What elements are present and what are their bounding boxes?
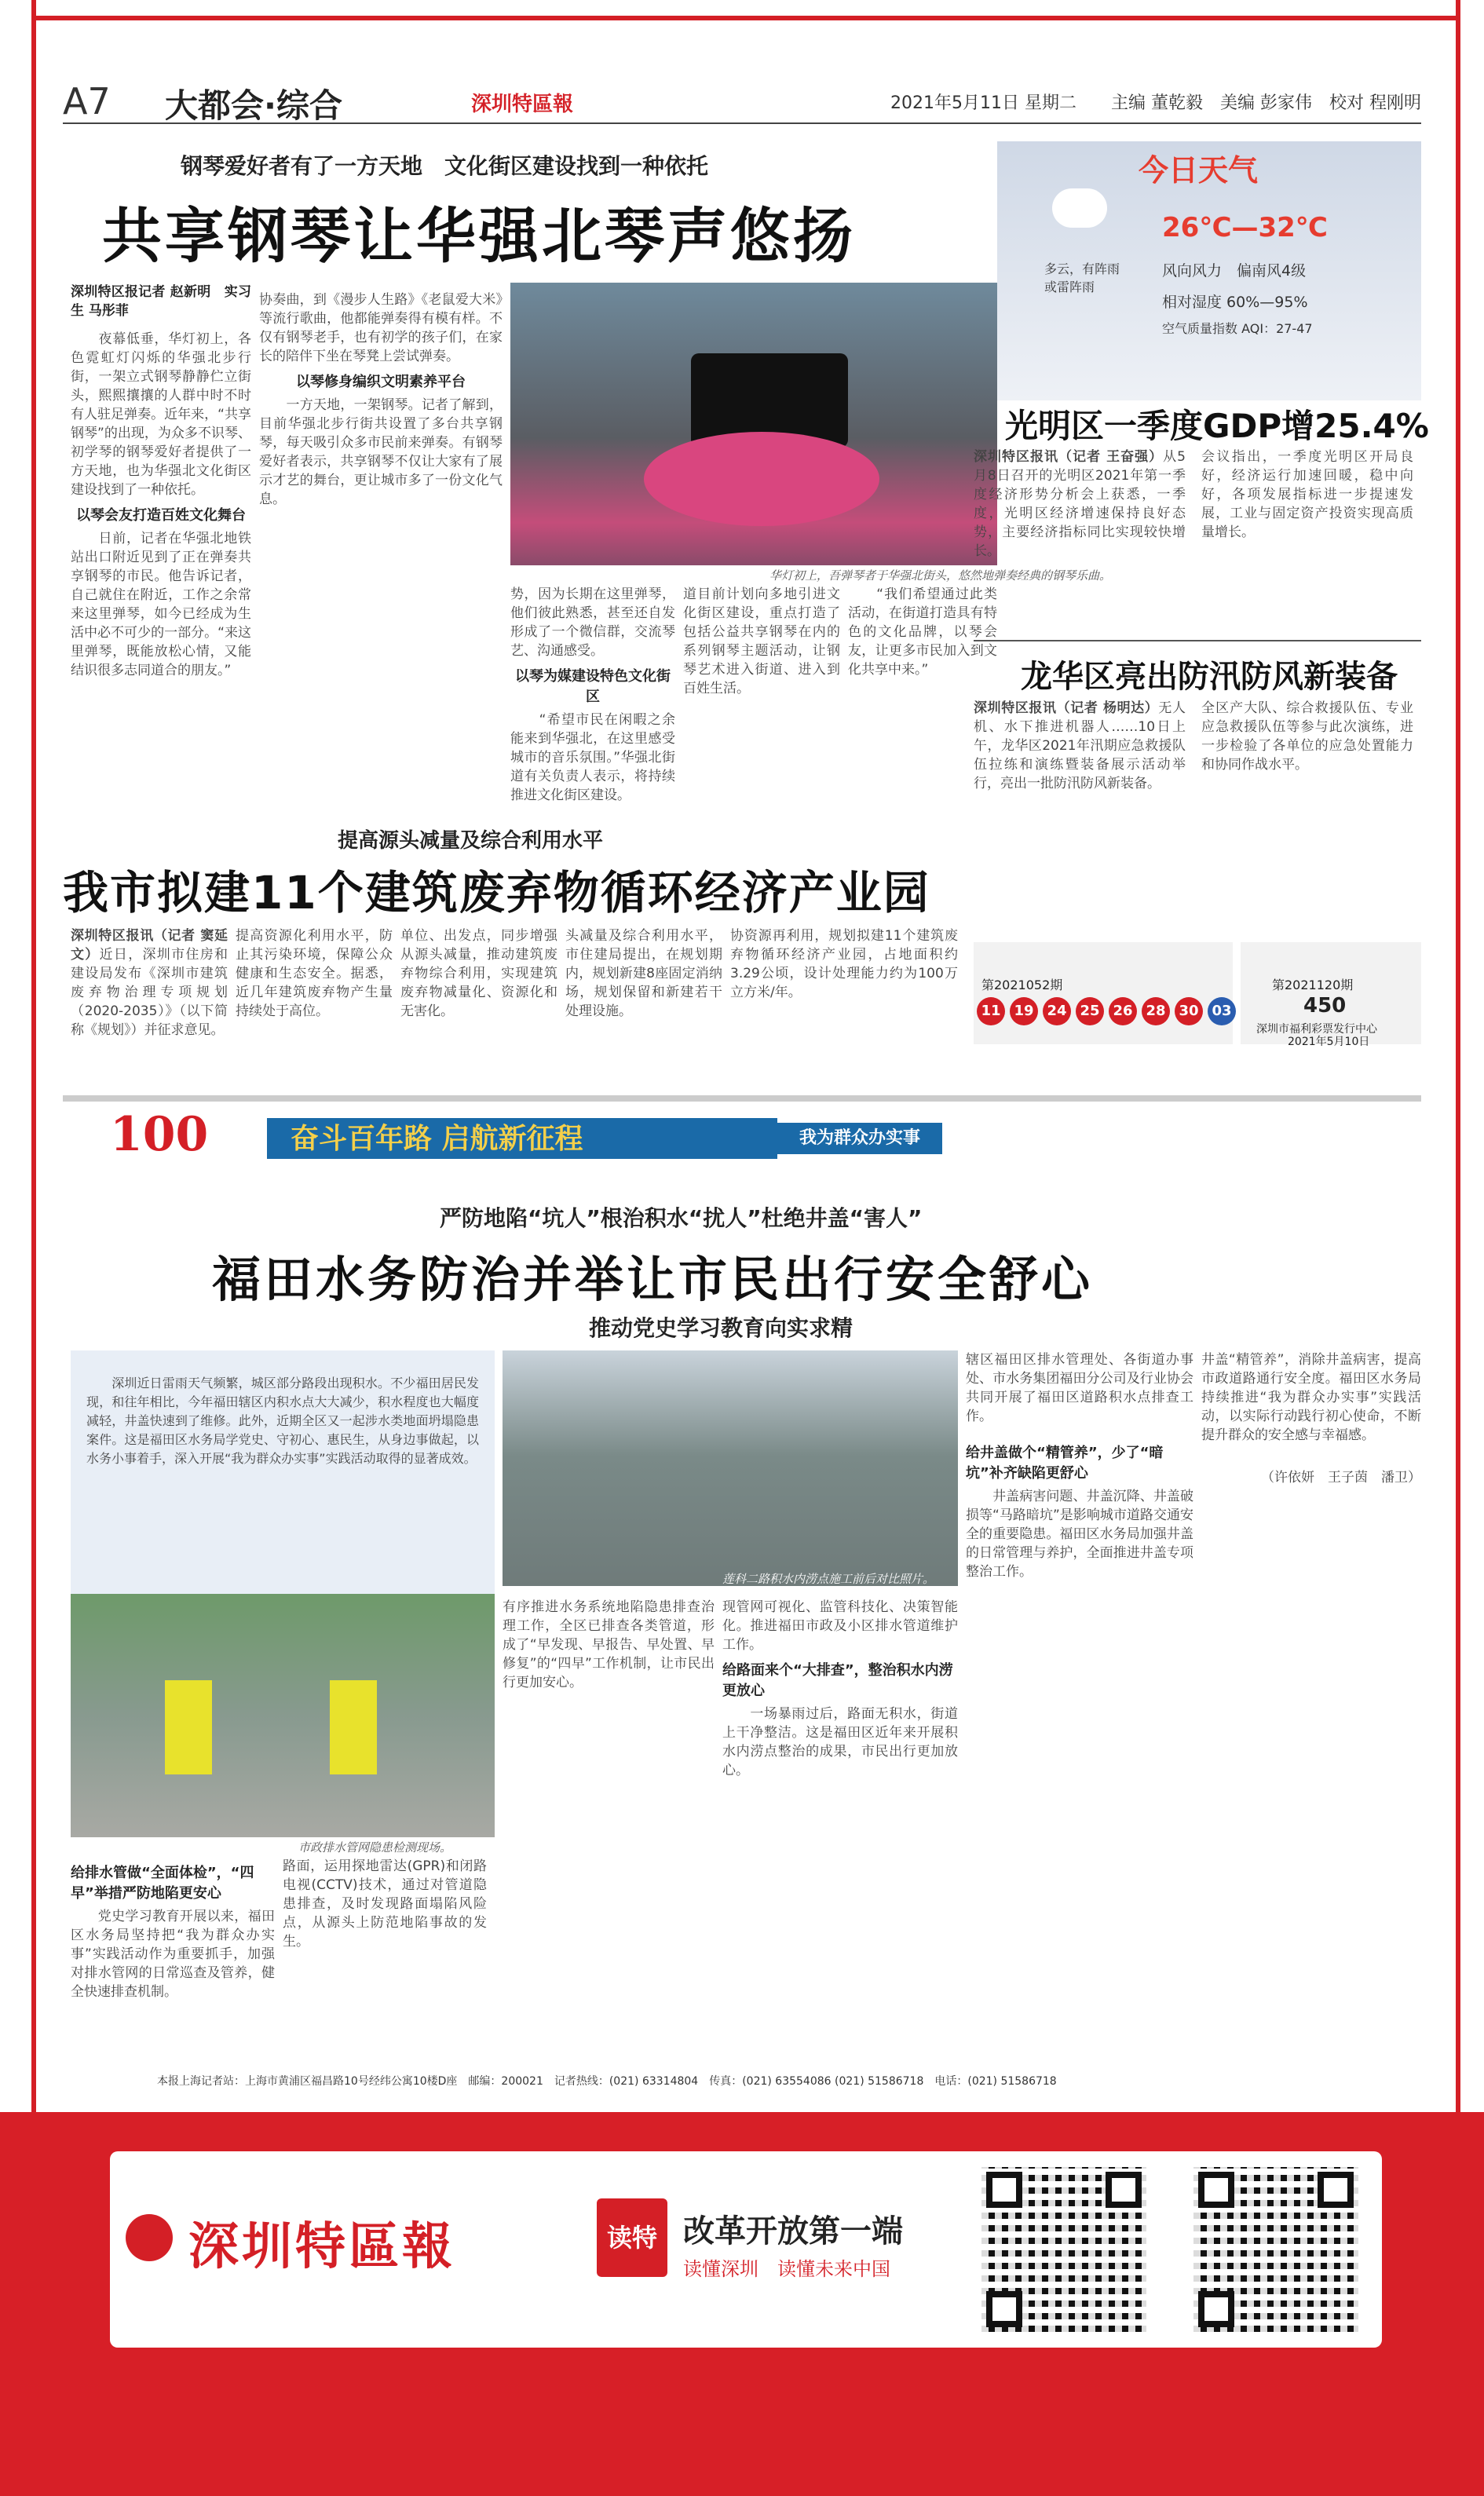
- section-title: 大都会·综合: [165, 86, 342, 125]
- kb-issue: 第2021120期: [1272, 978, 1354, 992]
- fc-ball: 30: [1175, 997, 1203, 1025]
- inspection-caption: 市政排水管网隐患检测现场。: [298, 1840, 452, 1855]
- kb-org: 深圳市福利彩票发行中心: [1256, 1023, 1377, 1036]
- qr-code-icon[interactable]: [1193, 2167, 1358, 2332]
- piano-caption: 华灯初上，吾弹琴者于华强北街头，悠然地弹奏经典的钢琴乐曲。: [769, 568, 1112, 583]
- qr-eye: [1198, 2291, 1234, 2327]
- kb-date: 2021年5月10日: [1288, 1036, 1370, 1048]
- waterlogging-photo: [503, 1350, 958, 1586]
- story2-byline: 深圳特区报讯（记者 王奋强）: [974, 449, 1164, 465]
- story1-headline: 共享钢琴让华强北琴声悠扬: [102, 201, 856, 271]
- story4-headline: 我市拟建11个建筑废弃物循环经济产业园: [63, 866, 930, 919]
- story5-headline: 福田水务防治并举让市民出行安全舒心: [212, 1251, 1094, 1308]
- fc-ball: 24: [1043, 997, 1071, 1025]
- fc-balls: [977, 997, 1241, 1025]
- pink-stage: [644, 432, 879, 526]
- centenary-banner: [110, 1107, 981, 1170]
- centenary-badge: 100: [110, 1107, 209, 1162]
- story5-subhead-2: 给路面来个“大排查”，整治积水内涝更放心: [722, 1662, 953, 1699]
- worker-vest: [330, 1680, 377, 1774]
- story5-col4: 现管网可视化、监管科技化、决策智能化。推进福田市政及小区排水管道维护工作。 给路面来个“大排查”，整治积水内涝更放心 一场暴雨过后，路面无积水，街道上干净整洁。这是福田区近年来开展积水内涝点整治的成果，市民出行更加放心。: [722, 1599, 958, 1778]
- brand-logo: 深圳特區報: [471, 93, 574, 116]
- story5-author: （许依妍 王子茵 潘卫）: [1261, 1470, 1421, 1486]
- page-header: [63, 75, 1421, 124]
- cloud-rain-icon: [1052, 188, 1107, 228]
- story5-col2: 路面，运用探地雷达(GPR)和闭路电视(CCTV)技术，通过对管道隐患排查，及时发现路面塌陷风险点，从源头上防范地陷事故的发生。: [283, 1858, 487, 1950]
- story1-col5: “我们希望通过此类活动，在街道打造具有特色的文化品牌，以琴会友，让更多市民加入到文化共享中来。”: [848, 587, 997, 678]
- story5-intro-text: 深圳近日雷雨天气频繁，城区部分路段出现积水。不少福田居民发现，和往年相比，今年福田辖区内积水点大大减少，积水程度也大幅度减轻，井盖快速到了维修。此外，近期全区又一起涉水类地面坍塌隐患案件。这是福田区水务局学党史、守初心、惠民生，从身边事做起，以水务小事着手，深入开展“我为群众办实事”实践活动取得的显著成效。: [86, 1376, 479, 1466]
- story1-byline: 深圳特区报记者 赵新明 实习生 马彤菲: [71, 284, 251, 319]
- qr-eye: [1106, 2172, 1142, 2208]
- story1-col3: 势，因为长期在这里弹琴，他们彼此熟悉，甚至还自发形成了一个微信群，交流琴艺、沟通感受。 以琴为媒建设特色文化街区 “希望市民在闲暇之余能来到华强北，在这里感受城市的音乐氛围。”华强北街道有关负责人表示，将持续推进文化街区建设。: [510, 587, 675, 803]
- fc-ball: 19: [1010, 997, 1038, 1025]
- weather-humidity: 相对湿度 60%—95%: [1162, 294, 1308, 311]
- weather-box: [997, 141, 1421, 400]
- story4-col2: 提高资源化利用水平，防止其污染环境，保障公众健康和生态安全。据悉，近几年建筑废弃物产生量持续处于高位。: [236, 928, 393, 1019]
- story1-kicker: 钢琴爱好者有了一方天地 文化街区建设找到一种依托: [181, 153, 709, 179]
- story2-col2: 会议指出，一季度光明区开局良好，经济运行加速回暖，稳中向好，各项发展指标进一步提速发展，工业与固定资产投资实现高质量增长。: [1201, 449, 1413, 540]
- story4-byline: 深圳特区报讯（记者 窦延文）: [71, 928, 228, 963]
- story5-col5: 辖区福田区排水管理处、各街道办事处、市水务集团福田分公司及行业协会共同开展了福田区道路积水点排查工作。 给井盖做个“精管养”，少了“暗坑”补齐缺陷更舒心 井盖病害问题、井盖沉降、井盖破损等“马路暗坑”是影响城市道路交通安全的重要隐患。福田区水务局加强井盖的日常管理与养护，全面推进井盖专项整治工作。: [966, 1352, 1193, 1580]
- weather-title: 今日天气: [1139, 153, 1259, 188]
- banner-slogan: 奋斗百年路 启航新征程: [267, 1118, 777, 1159]
- kb-number: 450: [1303, 994, 1347, 1018]
- story4-kicker: 提高源头减量及综合利用水平: [338, 829, 604, 853]
- banner-tag: 我为群众办实事: [777, 1123, 942, 1154]
- story1-col1: 夜幕低垂，华灯初上，各色霓虹灯闪烁的华强北步行街，一架立式钢琴静静伫立街头，熙熙攘攘的人群中时不时有人驻足弹奏。近年来，“共享钢琴”的出现，为众多不识琴、初学琴的钢琴爱好者提供了一方天地，也为华强北文化街区建设找到了一种依托。 以琴会友打造百姓文化舞台 日前，记者在华强北地铁站出口附近见到了正在弹奏共享钢琴的市民。他告诉记者，自己就住在附近，工作之余常来这里弹琴，如今已经成为生活中必不可少的一部分。“来这里弹琴，既能放松心情，又能结识很多志同道合的朋友。”: [71, 331, 251, 678]
- story3-byline: 深圳特区报讯（记者 杨明达）: [974, 700, 1159, 716]
- qr-code-icon[interactable]: [981, 2167, 1146, 2332]
- story5-kicker: 严防地陷“坑人”根治积水“扰人”杜绝井盖“害人”: [440, 1205, 923, 1231]
- story5-subhead-1: 给排水管做“全面体检”，“四早”举措严防地陷更安心: [71, 1865, 254, 1902]
- story1-subhead-2: 以琴修身编织文明素养平台: [296, 374, 466, 390]
- weather-temp: 26℃—32℃: [1162, 212, 1328, 243]
- divider: [974, 640, 1421, 641]
- story2-col1: 深圳特区报讯（记者 王奋强）从5月8日召开的光明区2021年第一季度经济形势分析会上获悉，一季度，光明区经济增速保持良好态势，主要经济指标同比实现较快增长。: [974, 449, 1186, 559]
- section-divider: [63, 1095, 1421, 1102]
- du-te-app-icon: 读特: [597, 2198, 667, 2277]
- fc-ball: 26: [1109, 997, 1137, 1025]
- story5-col1: 给排水管做“全面体检”，“四早”举措严防地陷更安心 党史学习教育开展以来，福田区水务局坚持把“我为群众办实事”实践活动作为重要抓手，加强对排水管网的日常巡查及管养，健全快速排查机制。: [71, 1857, 275, 2069]
- qr-eye: [986, 2172, 1022, 2208]
- story5-intro-box: [71, 1350, 495, 1594]
- story4-col4: 头减量及综合利用水平，市住建局提出，在规划期内，规划新建8座固定消纳场，规划保留和新建若干处理设施。: [565, 928, 722, 1019]
- waterlogging-caption: 莲科二路积水内涝点施工前后对比照片。: [722, 1572, 935, 1586]
- weather-wind: 风向风力 偏南风4级: [1162, 262, 1307, 280]
- story3-col2: 全区产大队、综合救援队伍、专业应急救援队伍等参与此次演练，进一步检验了各单位的应急处置能力和协同作战水平。: [1201, 700, 1413, 773]
- newspaper-emblem-icon: [126, 2214, 173, 2261]
- qr-eye: [986, 2291, 1022, 2327]
- story4-col5: 协资源再利用，规划拟建11个建筑废弃物循环经济产业园，占地面积约3.29公顷，设计处理能力约为100万立方米/年。: [730, 928, 958, 1000]
- story1-subhead-3: 以琴为媒建设特色文化街区: [515, 668, 671, 705]
- promo-logo: 深圳特區報: [188, 2217, 455, 2276]
- fc-ball: 28: [1142, 997, 1170, 1025]
- story1-col4: 道目前计划向多地引进文化街区建设，重点打造了包括公益共享钢琴在内的系列钢琴主题活动，让钢琴艺术进入街道、进入到百姓生活。: [683, 587, 840, 696]
- page-number: A7: [63, 80, 111, 122]
- story3-headline: 龙华区亮出防汛防风新装备: [1021, 659, 1398, 695]
- story4-col3: 单位、出发点，同步增强从源头减量，推动建筑废弃物综合利用，实现建筑废弃物减量化、资源化和无害化。: [400, 928, 557, 1019]
- fc-lottery-box: [974, 942, 1233, 1044]
- story2-headline: 光明区一季度GDP增25.4%: [1005, 407, 1429, 445]
- inspection-photo: [71, 1594, 495, 1837]
- qr-eye: [1318, 2172, 1354, 2208]
- story3-col1: 深圳特区报讯（记者 杨明达）无人机、水下推进机器人……10日上午，龙华区2021年汛期应急救援队伍拉练和演练暨装备展示活动举行，亮出一批防汛防风新装备。: [974, 700, 1186, 791]
- fc-special-ball: 03: [1208, 997, 1236, 1025]
- promo-card: [110, 2151, 1382, 2348]
- fc-ball: 11: [977, 997, 1005, 1025]
- story1-subhead-1: 以琴会友打造百姓文化舞台: [76, 507, 246, 524]
- story1-col2: 协奏曲，到《漫步人生路》《老鼠爱大米》等流行歌曲，他都能弹奏得有模有样。不仅有钢琴老手，也有初学的孩子们，在家长的陪伴下坐在琴凳上尝试弹奏。 以琴修身编织文明素养平台 一方天地，一架钢琴。记者了解到，目前华强北步行街共设置了多台共享钢琴，每天吸引众多市民前来弹奏。有钢琴爱好者表示，共享钢琴不仅让大家有了展示才艺的舞台，更让城市多了一份文化气息。: [259, 292, 503, 507]
- story5-subhead-3: 给井盖做个“精管养”，少了“暗坑”补齐缺陷更舒心: [966, 1445, 1164, 1482]
- weather-desc: 多云，有阵雨 或雷阵雨: [1044, 261, 1120, 294]
- fc-issue: 第2021052期: [981, 978, 1063, 992]
- header-info: 2021年5月11日 星期二 主编 董乾毅 美编 彭家伟 校对 程刚明: [890, 93, 1421, 113]
- fc-ball: 25: [1076, 997, 1104, 1025]
- piano-photo: [510, 283, 997, 565]
- footer-contact: 本报上海记者站：上海市黄浦区福昌路10号经纬公寓10楼D座 邮编：200021 记者热线：(021) 63314804 传真：(021) 63554086 (021) 51586718 电话：(021) 51586718: [157, 2075, 1057, 2088]
- story5-col3: 有序推进水务系统地陷隐患排查治理工作，全区已排查各类管道，形成了“早发现、早报告、早处置、早修复”的“四早”工作机制，让市民出行更加安心。: [503, 1599, 715, 1690]
- story5-col6: 井盖“精管养”，消除井盖病害，提高市政道路通行安全度。福田区水务局持续推进“我为群众办实事”实践活动，以实际行动践行初心使命，不断提升群众的安全感与幸福感。 （许依妍 王子茵 潘卫）: [1201, 1352, 1421, 1486]
- promo-slogan: 改革开放第一端: [683, 2213, 903, 2249]
- story4-col1: 深圳特区报讯（记者 窦延文）近日，深圳市住房和建设局发布《深圳市建筑废弃物治理专项规划（2020-2035）》（以下简称《规划》）并征求意见。: [71, 928, 228, 1038]
- weather-aqi: 空气质量指数 AQI：27-47: [1162, 321, 1313, 336]
- story5-subtitle: 推动党史学习教育向实求精: [589, 1315, 853, 1341]
- kb-lottery-box: [1241, 942, 1421, 1048]
- promo-slogan-sub: 读懂深圳 读懂未来中国: [683, 2258, 890, 2280]
- worker-vest: [165, 1680, 212, 1774]
- qr-eye: [1198, 2172, 1234, 2208]
